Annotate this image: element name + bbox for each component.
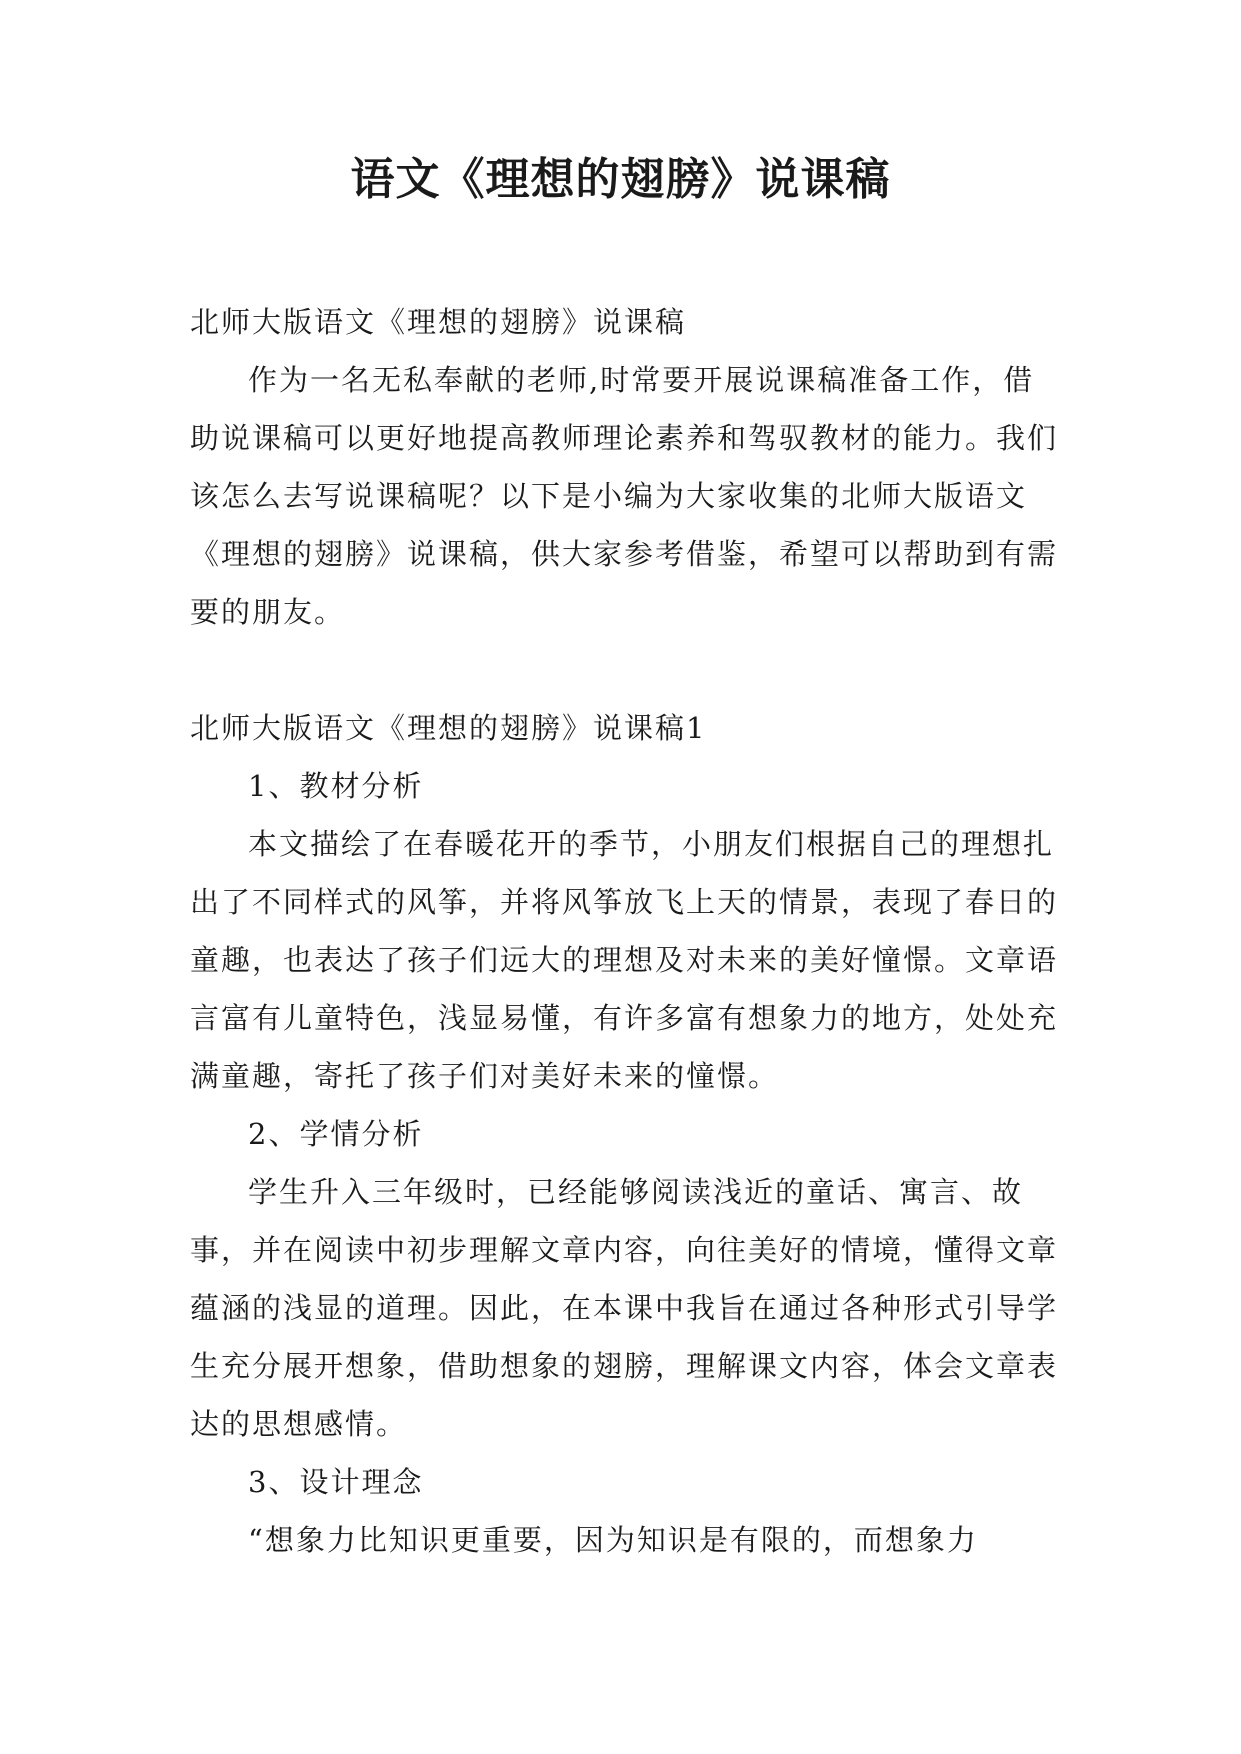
paragraph-teaching-material: 本文描绘了在春暖花开的季节，小朋友们根据自己的理想扎出了不同样式的风筝，并将风筝放飞上天的情景，表现了春日的童趣，也表达了孩子们远大的理想及对未来的美好憧憬。文章语言富有儿童特色，浅显易懂，有许多富有想象力的地方，处处充满童趣，寄托了孩子们对美好未来的憧憬。	[190, 827, 1059, 1093]
paragraph-gap	[190, 641, 1065, 699]
paragraph-student-analysis: 学生升入三年级时，已经能够阅读浅近的童话、寓言、故事，并在阅读中初步理解文章内容，向往美好的情境，懂得文章蕴涵的浅显的道理。因此，在本课中我旨在通过各种形式引导学生充分展开想象，借助想象的翅膀，理解课文内容，体会文章表达的思想感情。	[190, 1175, 1059, 1441]
document-body	[190, 293, 1065, 1569]
intro-paragraph: 作为一名无私奉献的老师,时常要开展说课稿准备工作，借助说课稿可以更好地提高教师理论素养和驾驭教材的能力。我们该怎么去写说课稿呢？以下是小编为大家收集的北师大版语文《理想的翅膀》说课稿，供大家参考借鉴，希望可以帮助到有需要的朋友。	[190, 363, 1059, 629]
heading-student-analysis: 2、学情分析	[248, 1117, 424, 1151]
section-title: 北师大版语文《理想的翅膀》说课稿1	[190, 711, 707, 745]
heading-design-concept: 3、设计理念	[248, 1465, 424, 1499]
paragraph-design-concept: “想象力比知识更重要，因为知识是有限的，而想象力	[248, 1523, 978, 1557]
document-subtitle: 北师大版语文《理想的翅膀》说课稿	[190, 305, 687, 339]
heading-teaching-material: 1、教材分析	[248, 769, 424, 803]
document-title: 语文《理想的翅膀》说课稿	[350, 154, 891, 205]
